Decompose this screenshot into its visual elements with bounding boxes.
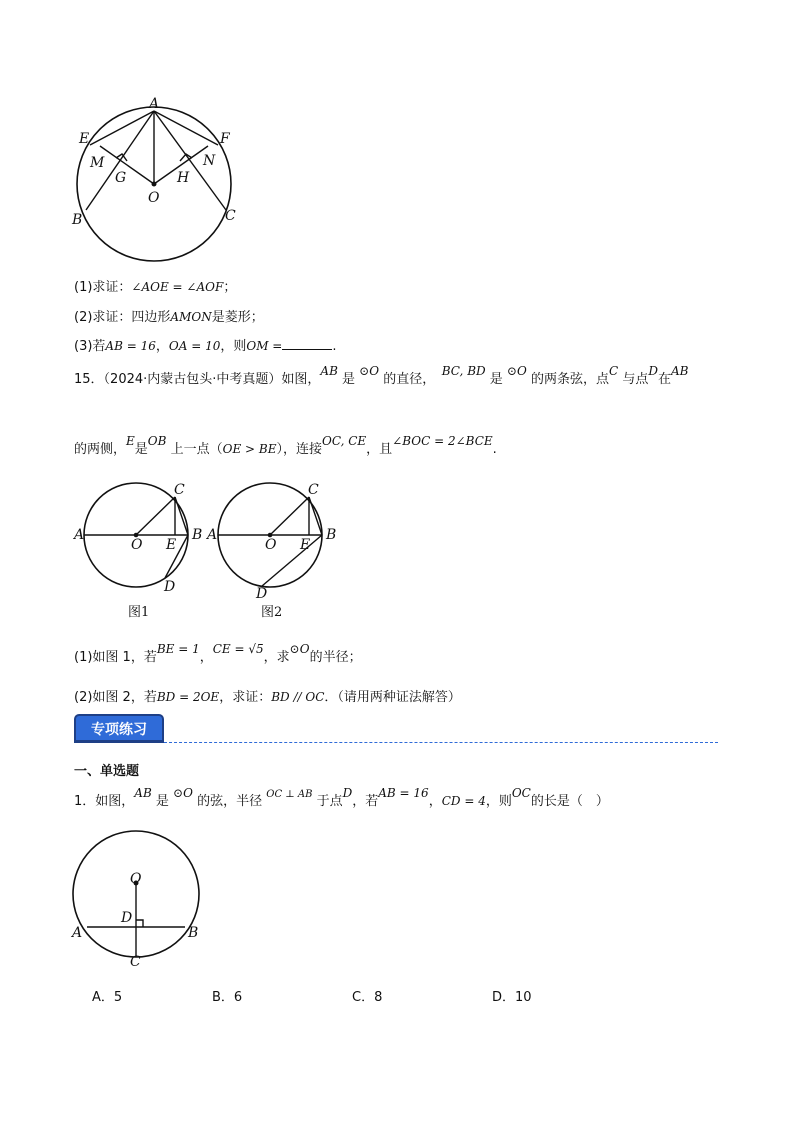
svg-text:D: D: [164, 579, 176, 595]
figure-q15-2: [205, 470, 345, 600]
svg-text:D: D: [256, 586, 268, 600]
label-N: N: [203, 153, 216, 169]
q15-line1: 15．（2024·内蒙古包头·中考真题）如图，AB 是 ⊙O 的直径， BC, BD 是 ⊙O 的两条弦，点C 与点D在AB: [74, 364, 689, 387]
q14-part1: (1)求证：∠AOE = ∠AOF；: [74, 280, 237, 295]
svg-text:O: O: [265, 537, 277, 553]
section-underline: [74, 741, 164, 743]
option-c[interactable]: C．8: [352, 990, 383, 1005]
q15-part1: (1)如图 1，若BE = 1，CE = √5，求⊙O的半径；: [74, 642, 362, 665]
fig2-caption: 图2: [261, 605, 283, 620]
svg-text:A: A: [207, 527, 218, 543]
label-F: F: [220, 131, 230, 147]
option-d[interactable]: D．10: [492, 990, 532, 1005]
figure-q15-1: [72, 470, 212, 600]
q15-line2: 的两侧，E是OB 上一点（OE > BE），连接OC, CE，且∠BOC = 2∠BCE.: [74, 434, 497, 457]
svg-text:C: C: [174, 482, 185, 498]
figure-q14: [70, 95, 250, 270]
label-H: H: [177, 170, 190, 186]
label-M: M: [90, 155, 105, 171]
svg-text:E: E: [300, 537, 311, 553]
svg-text:A: A: [72, 925, 83, 941]
svg-text:D: D: [121, 910, 133, 926]
label-A: A: [149, 96, 160, 112]
q15-part2: (2)如图 2，若BD = 2OE，求证：BD // OC．（请用两种证法解答）: [74, 690, 461, 705]
svg-text:B: B: [188, 925, 199, 941]
label-G: G: [115, 170, 127, 186]
svg-text:E: E: [166, 537, 177, 553]
q14-part2: (2)求证：四边形AMON是菱形；: [74, 310, 264, 325]
svg-text:O: O: [130, 871, 142, 887]
label-O: O: [148, 190, 160, 206]
fig1-caption: 图1: [128, 605, 150, 620]
label-C: C: [225, 208, 236, 224]
q14-part3: (3)若AB = 16，OA = 10，则OM = .: [74, 339, 337, 354]
figure-q1: [66, 822, 216, 972]
svg-text:O: O: [131, 537, 143, 553]
svg-text:B: B: [192, 527, 203, 543]
svg-text:C: C: [308, 482, 319, 498]
label-E: E: [79, 131, 90, 147]
svg-text:C: C: [130, 954, 141, 970]
section-subtitle: 一、单选题: [74, 764, 140, 779]
section-divider: [164, 742, 718, 743]
option-a[interactable]: A．5: [92, 990, 123, 1005]
label-B: B: [72, 212, 83, 228]
answer-blank[interactable]: [282, 337, 332, 350]
option-b[interactable]: B．6: [212, 990, 243, 1005]
q1-stem: 1．如图，AB 是 ⊙O 的弦，半径 $^{OC \perp AB}$ 于点D，若AB = 16，CD = 4，则OC的长是（ ）: [74, 786, 609, 809]
section-title: 专项练习: [74, 714, 164, 742]
svg-text:A: A: [74, 527, 85, 543]
svg-text:B: B: [326, 527, 337, 543]
